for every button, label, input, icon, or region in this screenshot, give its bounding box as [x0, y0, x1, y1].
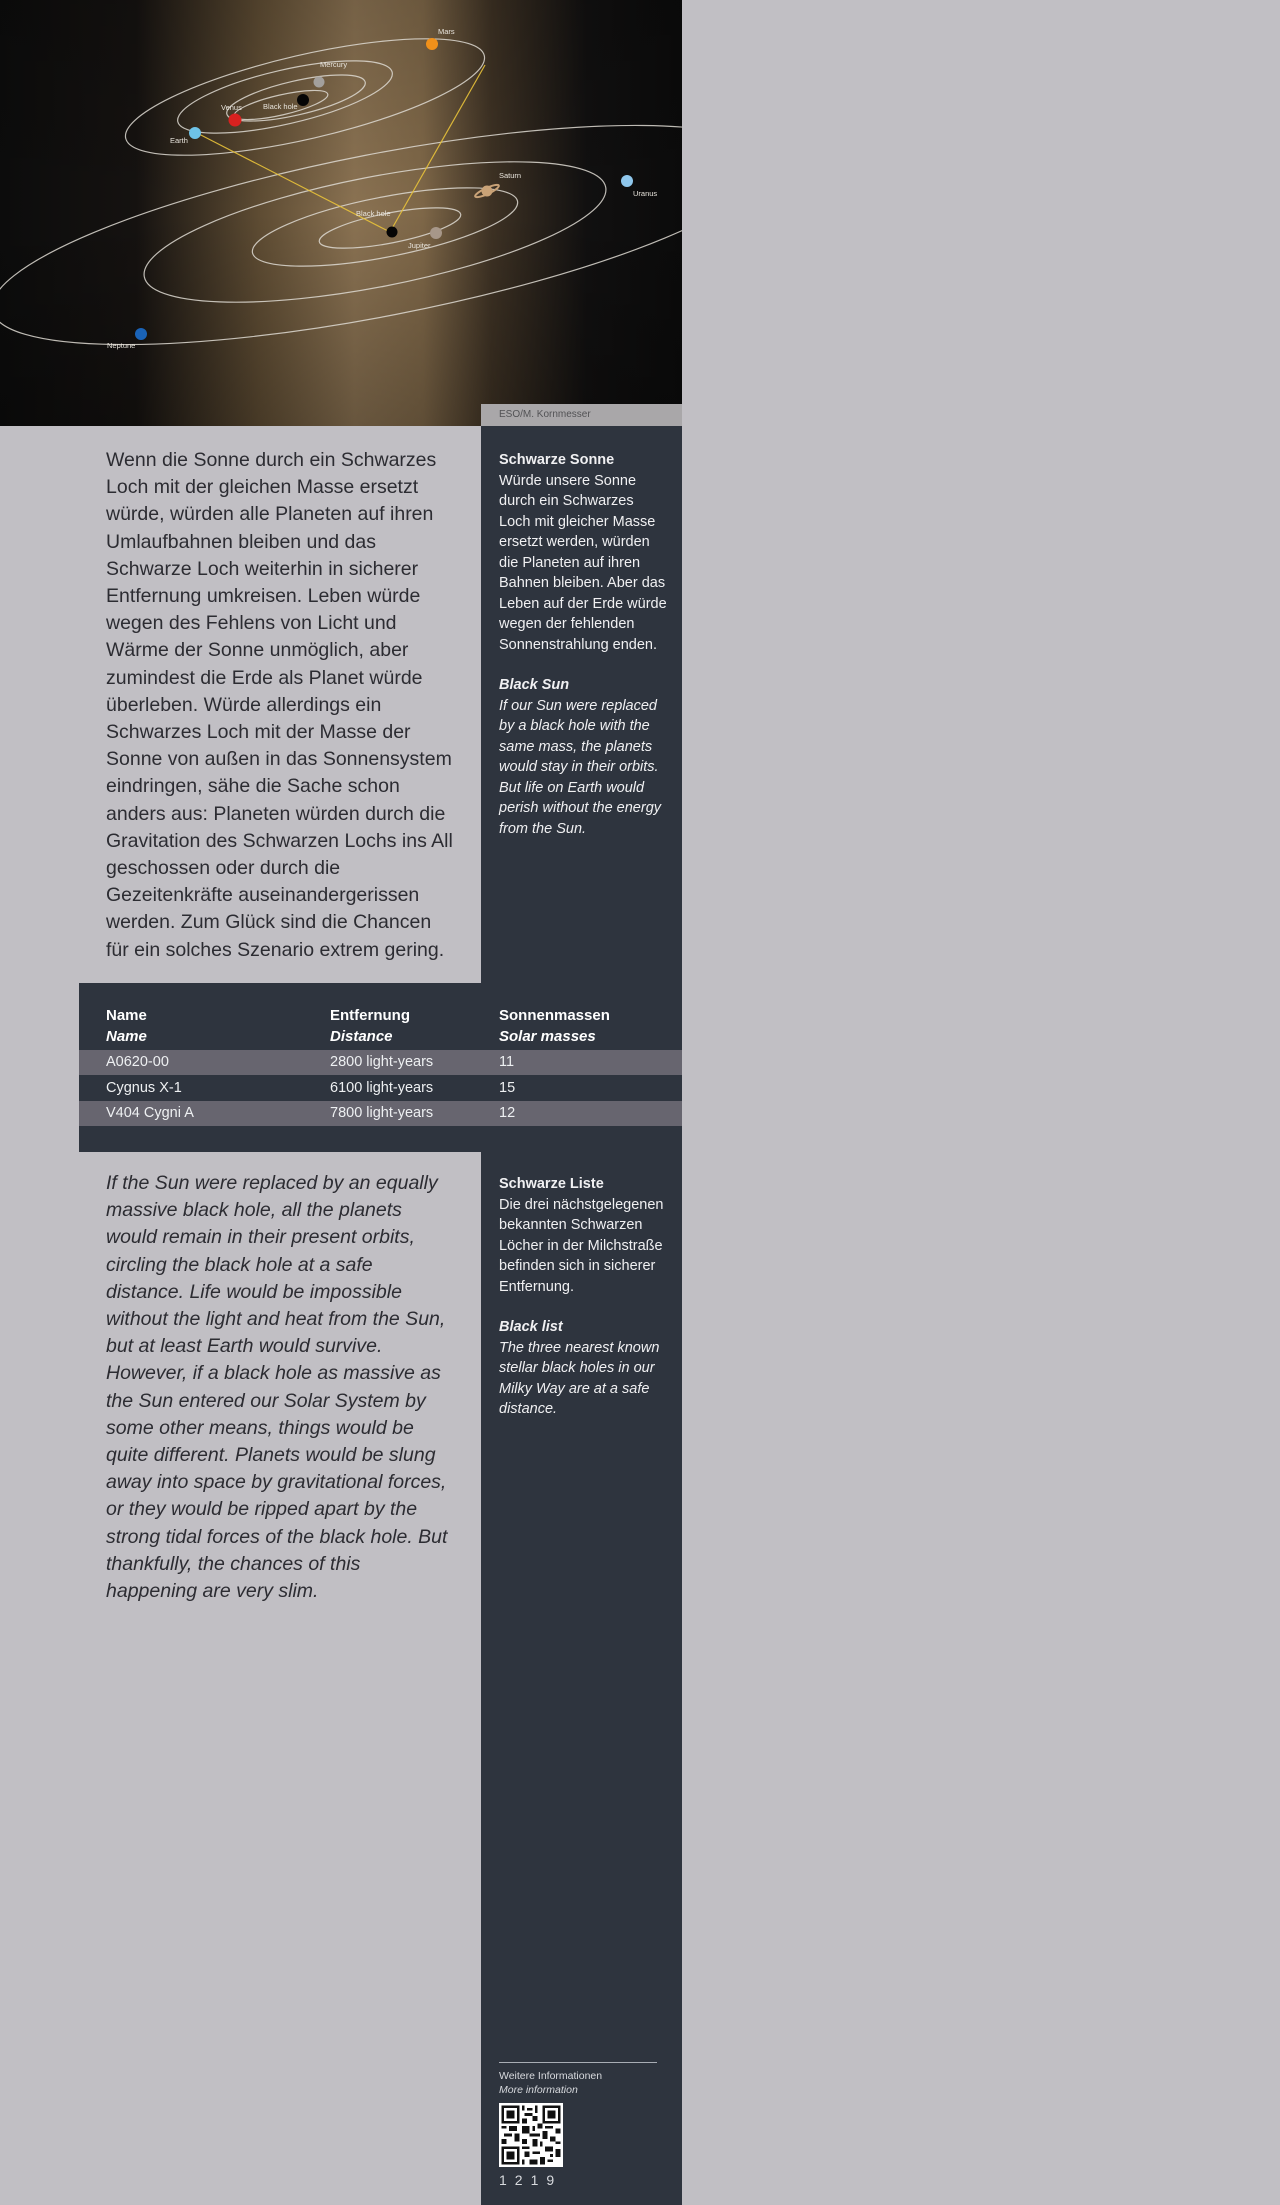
solar-system-illustration [0, 0, 682, 426]
mars-planet [426, 38, 438, 50]
sidebar-body-english: The three nearest known stellar black holes in our Milky Way are at a safe distance. [499, 1339, 660, 1417]
saturn-planet [482, 186, 493, 197]
column-header-name-en: Name [106, 1028, 147, 1045]
sidebar-body-german: Würde unsere Sonne durch ein Schwarzes Loch mit gleicher Masse ersetzt werden, würden die Planeten auf ihren Bahnen bleiben. Aber das Leben auf der Erde würde wegen der fehlenden Sonnenstrahlung enden. [499, 472, 667, 653]
sidebar-title-german: Schwarze Sonne [499, 452, 615, 468]
more-info-label-english: More information [499, 2084, 578, 2096]
column-header-mass [499, 1005, 610, 1047]
sidebar-black-list [499, 1174, 667, 1420]
outer-black-hole-label: Black hole [356, 209, 391, 218]
sidebar-black-sun [499, 450, 667, 839]
exhibit-code: 1219 [499, 2172, 563, 2188]
orbit-diagram [0, 0, 682, 426]
mercury-planet [314, 77, 325, 88]
sidebar-body-english: If our Sun were replaced by a black hole with the same mass, the planets would stay in their orbits. But life on Earth would perish without the energy from the Sun. [499, 697, 662, 837]
footer-divider [499, 2062, 657, 2063]
cell-distance: 7800 light-years [330, 1105, 434, 1121]
qr-code[interactable] [499, 2103, 563, 2167]
sidebar-title-english: Black list [499, 1319, 563, 1335]
venus-label: Venus [221, 103, 242, 112]
uranus-planet [621, 175, 633, 187]
column-header-name-de: Name [106, 1007, 147, 1024]
column-header-mass-en: Solar masses [499, 1028, 596, 1045]
column-header-distance-en: Distance [330, 1028, 393, 1045]
cell-name: V404 Cygni A [106, 1105, 194, 1121]
cell-mass: 11 [499, 1054, 515, 1070]
qr-code-icon [499, 2103, 563, 2167]
jupiter-planet [430, 227, 442, 239]
cell-distance: 6100 light-years [330, 1080, 434, 1096]
mars-label: Mars [438, 27, 455, 36]
cell-name: A0620-00 [106, 1054, 169, 1070]
jupiter-label: Jupiter [408, 241, 431, 250]
cell-mass: 15 [499, 1080, 516, 1096]
table-row [79, 1076, 682, 1101]
column-header-distance-de: Entfernung [330, 1007, 410, 1024]
mercury-label: Mercury [320, 60, 348, 69]
table-row [79, 1101, 682, 1126]
neptune-planet [135, 328, 147, 340]
sidebar-title-english: Black Sun [499, 677, 570, 693]
sidebar-title-german: Schwarze Liste [499, 1176, 604, 1192]
earth-label: Earth [170, 136, 188, 145]
neptune-label: Neptune [107, 341, 136, 350]
main-text-german: Wenn die Sonne durch ein Schwarzes Loch mit der gleichen Masse ersetzt würde, würden alle Planeten auf ihren Umlaufbahnen bleiben und das Schwarze Loch weiterhin in sicherer Entfernung umkreisen. Leben würde wegen des Fehlens von Licht und Wärme der Sonne unmöglich, aber zumindest die Erde als Planet würde überleben. Würde allerdings ein Schwarzes Loch mit der Masse der Sonne von außen in das Sonnensystem eindringen, sähe die Sache schon anders aus: Planeten würden durch die Gravitation des Schwarzen Lochs ins All geschossen oder durch die Gezeitenkräfte auseinandergerissen werden. Zum Glück sind die Chancen für ein solches Szenario extrem gering. [106, 449, 453, 961]
sidebar-body-german: Die drei nächstgelegenen bekannten Schwarzen Löcher in der Milchstraße befinden sich in sicherer Entfernung. [499, 1196, 664, 1295]
cell-mass: 12 [499, 1105, 516, 1121]
more-info-label-german: Weitere Informationen [499, 2070, 603, 2082]
column-header-name [106, 1005, 147, 1047]
inner-black-hole-label: Black hole [263, 102, 298, 111]
table-row [79, 1050, 682, 1075]
cell-distance: 2800 light-years [330, 1054, 434, 1070]
earth-planet [189, 127, 201, 139]
saturn-label: Saturn [499, 171, 522, 180]
column-header-mass-de: Sonnenmassen [499, 1007, 610, 1024]
outer-black-hole [387, 227, 398, 238]
main-text-english: If the Sun were replaced by an equally massive black hole, all the planets would remain in their present orbits, circling the black hole at a safe distance. Life would be impossible without the light and heat from the Sun, but at least Earth would survive. However, if a black hole as massive as the Sun entered our Solar System by some other means, things would be quite different. Planets would be slung away into space by gravitational forces, or they would be ripped apart by the strong tidal forces of the black hole. But thankfully, the chances of this happening are very slim. [106, 1172, 448, 1603]
image-credit: ESO/M. Kornmesser [481, 404, 682, 426]
venus-planet [229, 114, 242, 127]
uranus-label: Uranus [633, 189, 658, 198]
cell-name: Cygnus X-1 [106, 1080, 182, 1096]
inner-black-hole [297, 94, 309, 106]
column-header-distance [330, 1005, 410, 1047]
